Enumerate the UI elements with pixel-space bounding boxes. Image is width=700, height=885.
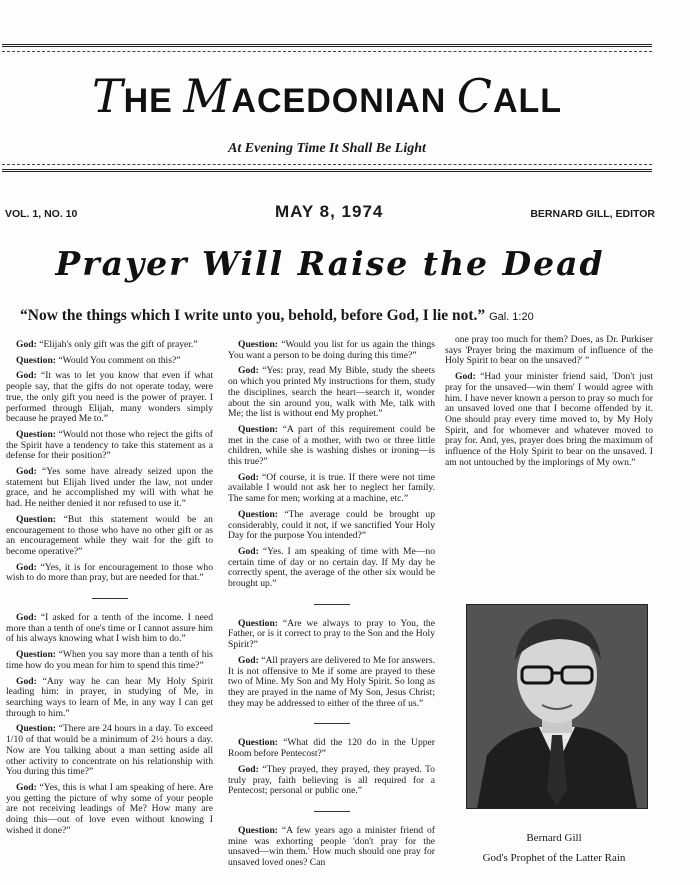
dialogue-text: “A few years ago a minister friend of mine was exhorting people 'don't pray for the unsaved—win them.' How much should one pray for unsaved loved ones? Can: [228, 824, 435, 869]
speaker-label: God:: [16, 370, 41, 382]
dialogue-paragraph: [6, 724, 213, 778]
dialogue-text: “But this statement would be an encouragement to those who have no other gift or as an encouragement while they wait for the gift to become operative?”: [6, 513, 213, 557]
masthead-word-1: HE: [123, 82, 184, 120]
column-3: [445, 335, 653, 473]
dialogue-text: “Had your minister friend said, 'Don't just pray for the unsaved—win them' I would agree with him. I have never known a person to pray so much for an unsaved loved one that I become offended by it. One should pray every time moved to, by My Holy Spirit, and for whomever and whatever moved to pray for. And, yes, prayer does bring the maximum of influence of the Holy Spirit to bear on the unsaved. I am not untouched by the implorings of My own.”: [445, 371, 653, 468]
section-divider: [314, 604, 350, 605]
dialogue-text: “Would you list for us again the things You want a person to be doing during this time?”: [228, 339, 435, 361]
dialogue-paragraph: [228, 765, 435, 797]
photo-caption-title: God's Prophet of the Latter Rain: [482, 852, 626, 864]
dialogue-text: “Yes, this is what I am speaking of here. Are you getting the picture of why some of your people are not receiving leadings of Me? How many are doing this—out of love even without knowing I wished it done?”: [6, 781, 213, 836]
dialogue-text: “Would not those who reject the gifts of the Spirit have a tendency to take this statement as a defense for their position?”: [6, 428, 213, 462]
dialogue-paragraph: [6, 613, 213, 645]
speaker-label: God:: [16, 466, 43, 478]
dialogue-paragraph: [6, 430, 213, 462]
portrait-image: [467, 605, 647, 808]
dialogue-paragraph: [228, 473, 435, 505]
dialogue-text: “Yes some have already seized upon the statement but Elijah lived under the law, not under grace, and he accomplished my will with what he had. He neither denied it nor refused to use it.”: [6, 466, 213, 510]
dialogue-text: “A part of this requirement could be met in the case of a mother, with two or three little children, while she is washing dishes or ironing—is this true?”: [228, 423, 435, 468]
dialogue-paragraph: [228, 826, 435, 869]
speaker-label: Question:: [16, 723, 59, 735]
issue-date: MAY 8, 1974: [275, 202, 384, 221]
speaker-label: God:: [16, 561, 41, 573]
dialogue-text: “The average could be brought up considerably, could it not, if we sanctified Your Holy Day for the purpose You intended?”: [228, 508, 435, 542]
dialogue-paragraph: [228, 366, 435, 420]
dialogue-paragraph: [445, 335, 653, 367]
headline: Prayer Will Raise the Dead: [55, 244, 605, 283]
dialogue-paragraph: [6, 340, 213, 351]
dialogue-paragraph: [6, 515, 213, 558]
dialogue-text: “Yes. I am speaking of time with Me—no certain time of day or no certain day. If My day be correctly spent, the average of the other six would be brought up.”: [228, 545, 435, 590]
scripture-quote: [20, 307, 660, 325]
speaker-label: God:: [238, 471, 262, 483]
column-1-section-1: [6, 340, 213, 584]
speaker-label: God:: [16, 675, 43, 687]
speaker-label: Question:: [16, 428, 59, 440]
dialogue-paragraph: [6, 467, 213, 510]
editor-credit: BERNARD GILL, EDITOR: [530, 208, 655, 220]
speaker-label: Question:: [16, 513, 64, 525]
column-2: [228, 340, 435, 874]
column-2-section-2: [228, 619, 435, 710]
scripture-ref: Gal. 1:20: [489, 311, 534, 323]
dialogue-text: one pray too much for them? Does, as Dr. Purkiser says 'Prayer bring the maximum of influence of the Holy Spirit to bear on the unsaved?' ”: [445, 334, 653, 367]
dialogue-paragraph: [6, 783, 213, 837]
dialogue-text: “They prayed, they prayed, they prayed. To truly pray, faith believing is all required for a Pentecost; personal or public one.”: [228, 763, 435, 797]
speaker-label: Question:: [16, 354, 59, 366]
masthead-word-2: ACEDONIAN: [231, 82, 457, 120]
speaker-label: God:: [238, 654, 262, 666]
portrait-photo: [466, 604, 648, 809]
volume-number: VOL. 1, NO. 10: [5, 208, 78, 220]
dialogue-text: “When you say more than a tenth of his time how do you mean for him to spend this time?”: [6, 649, 213, 671]
speaker-label: God:: [238, 545, 263, 557]
dialogue-text: “There are 24 hours in a day. To exceed 1/10 of that would be a minimum of 2½ hours a day. Now are You talking about a man setting aside all other activity to concentrate on his relationship with You during this time?”: [6, 723, 213, 778]
dialogue-text: “I asked for a tenth of the income. I need more than a tenth of one's time or I cannot assure him of his always knowing what I wish him to do.”: [6, 612, 213, 645]
section-divider: [314, 811, 350, 812]
dialogue-text: “Would You comment on this?”: [58, 354, 181, 366]
dialogue-paragraph: [6, 677, 213, 720]
column-2-section-1: [228, 340, 435, 590]
dialogue-paragraph: [6, 650, 213, 671]
dialogue-text: “All prayers are delivered to Me for answers. It is not offensive to Me if some are prayed to these two of Mine. My Son and My Holy Spirit. So long as they are prayed in the name of My Son, Jesus Christ; they may be addressed to either of the three of us.”: [228, 654, 435, 709]
speaker-label: God:: [238, 365, 263, 377]
masthead-cap-2: M: [183, 69, 232, 123]
dialogue-paragraph: [228, 619, 435, 651]
dialogue-text: “Any way he can hear My Holy Spirit leading him: in prayer, in studying of Me, in searching ways to learn of Me, in any way I can get through to him.”: [6, 675, 213, 719]
dialogue-paragraph: [6, 356, 213, 367]
dialogue-paragraph: [445, 372, 653, 468]
column-3-section-1: [445, 335, 653, 468]
dialogue-paragraph: [6, 371, 213, 425]
speaker-label: Question:: [238, 737, 284, 749]
section-divider: [314, 723, 350, 724]
dialogue-text: “Of course, it is true. If there were not time available I would not ask her to neglect her family. The same for men; working at a machine, etc.”: [228, 471, 435, 505]
dialogue-paragraph: [6, 563, 213, 584]
column-1-section-2: [6, 613, 213, 836]
column-1: [6, 340, 213, 841]
masthead-cap-1: T: [91, 69, 124, 123]
column-2-section-3: [228, 738, 435, 797]
masthead-cap-3: C: [456, 69, 493, 123]
speaker-label: God:: [238, 763, 263, 775]
speaker-label: God:: [16, 781, 40, 793]
dialogue-text: “Are we always to pray to You, the Father, or is it correct to pray to the Son and the Holy Spirit?”: [228, 617, 435, 651]
dialogue-paragraph: [228, 340, 435, 361]
speaker-label: God:: [16, 339, 40, 350]
dialogue-text: “Yes: pray, read My Bible, study the sheets on which you printed My instructions for them, study the disciplines, search the heart—search it, wonder about the sin around you, walk with Me, talk with Me; the list is without end My prophet.”: [228, 365, 435, 420]
issue-line: [5, 202, 655, 224]
dialogue-text: “What did the 120 do in the Upper Room before Pentecost?”: [228, 737, 435, 760]
dialogue-text: “Yes, it is for encouragement to those who wish to do more than pray, but are needed for that.”: [6, 561, 213, 584]
speaker-label: Question:: [238, 508, 285, 520]
dialogue-paragraph: [228, 738, 435, 759]
dialogue-paragraph: [228, 547, 435, 590]
speaker-label: Question:: [238, 617, 283, 629]
speaker-label: God:: [455, 371, 481, 383]
speaker-label: Question:: [238, 339, 282, 350]
dialogue-paragraph: [228, 425, 435, 468]
section-divider: [92, 598, 128, 599]
speaker-label: God:: [16, 612, 41, 624]
scripture-text: “Now the things which I write unto you, behold, before God, I lie not.”: [20, 307, 486, 324]
dialogue-text: “Elijah's only gift was the gift of prayer.”: [39, 339, 198, 350]
speaker-label: Question:: [238, 423, 283, 435]
dialogue-paragraph: [228, 656, 435, 710]
masthead: [2, 44, 652, 172]
column-2-section-4: [228, 826, 435, 869]
speaker-label: Question:: [238, 824, 282, 836]
masthead-word-3: ALL: [492, 82, 563, 120]
masthead-subtitle: At Evening Time It Shall Be Light: [228, 141, 426, 156]
speaker-label: Question:: [16, 649, 59, 661]
photo-caption-name: Bernard Gill: [526, 832, 582, 844]
dialogue-paragraph: [228, 510, 435, 542]
masthead-title: [2, 69, 652, 123]
dialogue-text: “It was to let you know that even if what people say, that the gifts do not operate today, were true, the only gift you need is the power of prayer. I performed through Elijah, many wonders simply because he prayed Me to.”: [6, 370, 213, 425]
